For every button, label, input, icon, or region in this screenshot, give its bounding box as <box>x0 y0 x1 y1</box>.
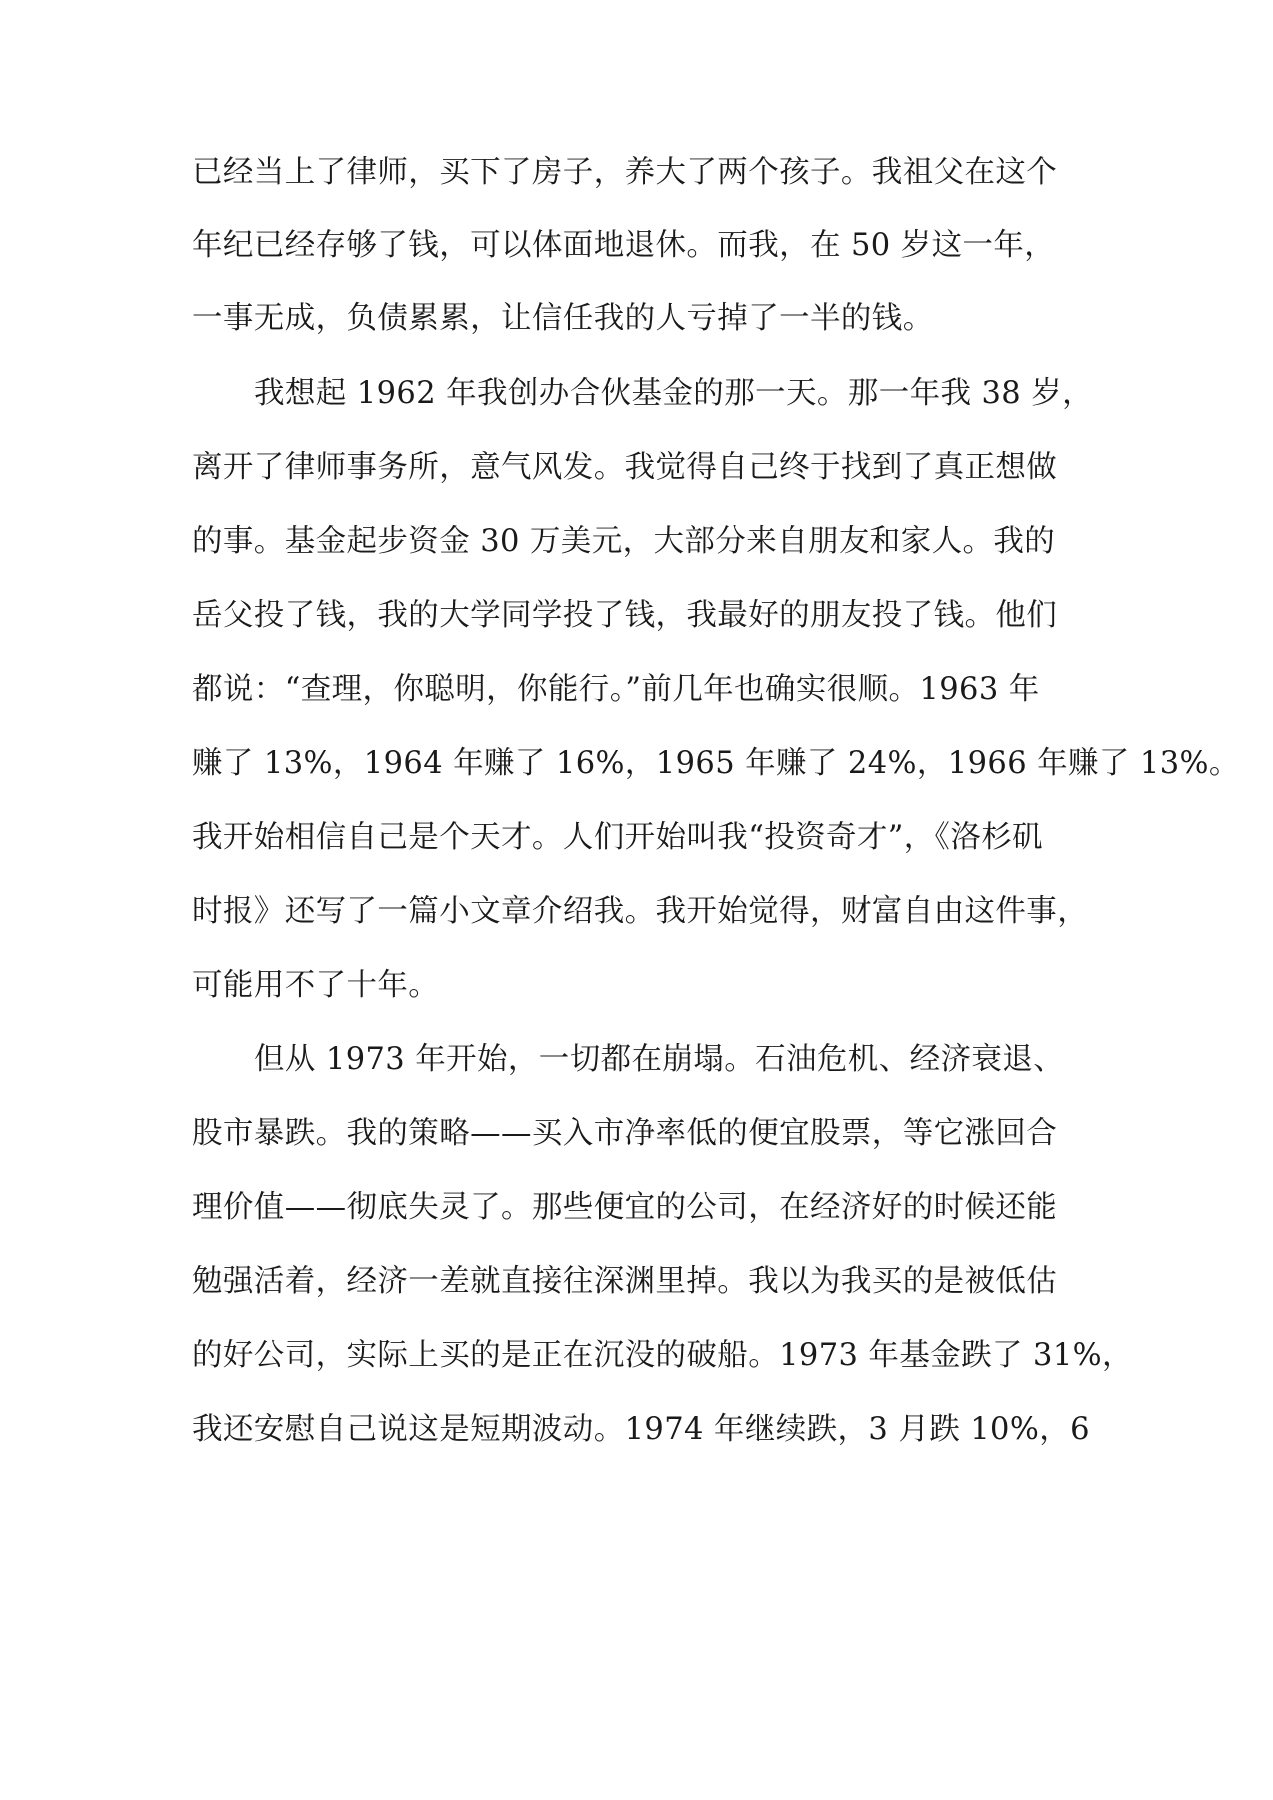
text-line: 股市暴跌。我的策略——买入市净率低的便宜股票，等它涨回合 <box>192 1116 1058 1151</box>
text-line: 我开始相信自己是个天才。人们开始叫我“投资奇才”，《洛杉矶 <box>192 820 1044 855</box>
text-line: 都说：“查理，你聪明，你能行。”前几年也确实很顺。1963 年 <box>192 672 1040 707</box>
text-line: 离开了律师事务所，意气风发。我觉得自己终于找到了真正想做 <box>192 450 1058 485</box>
text-line: 可能用不了十年。 <box>192 968 440 1003</box>
text-line: 但从 1973 年开始，一切都在崩塌。石油危机、经济衰退、 <box>254 1042 1065 1077</box>
text-line: 理价值——彻底失灵了。那些便宜的公司，在经济好的时候还能 <box>192 1190 1058 1225</box>
text-line: 的事。基金起步资金 30 万美元，大部分来自朋友和家人。我的 <box>192 524 1056 559</box>
text-line: 岳父投了钱，我的大学同学投了钱，我最好的朋友投了钱。他们 <box>192 598 1058 633</box>
text-line: 赚了 13%，1964 年赚了 16%，1965 年赚了 24%，1966 年赚了 13%。 <box>192 746 1240 781</box>
text-line: 一事无成，负债累累，让信任我的人亏掉了一半的钱。 <box>192 301 934 336</box>
text-line: 已经当上了律师，买下了房子，养大了两个孩子。我祖父在这个 <box>192 155 1058 190</box>
text-line: 我还安慰自己说这是短期波动。1974 年继续跌，3 月跌 10%，6 <box>192 1412 1090 1447</box>
text-line: 年纪已经存够了钱，可以体面地退休。而我，在 50 岁这一年， <box>192 228 1056 263</box>
text-line: 时报》还写了一篇小文章介绍我。我开始觉得，财富自由这件事， <box>192 894 1089 929</box>
text-line: 勉强活着，经济一差就直接往深渊里掉。我以为我买的是被低估 <box>192 1264 1058 1299</box>
text-line: 的好公司，实际上买的是正在沉没的破船。1973 年基金跌了 31%， <box>192 1338 1133 1373</box>
text-line: 我想起 1962 年我创办合伙基金的那一天。那一年我 38 岁， <box>254 376 1094 411</box>
